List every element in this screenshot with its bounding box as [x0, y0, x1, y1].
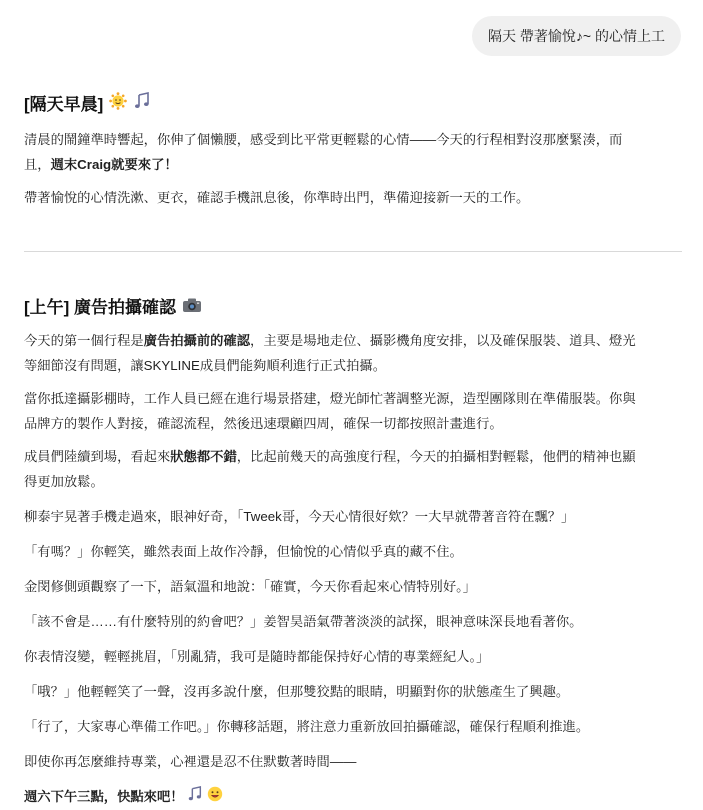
- section-title: [上午] 廣告拍攝確認: [24, 298, 177, 317]
- section-title: [隔天早晨]: [24, 94, 104, 114]
- section-heading-shoot: [24, 296, 682, 320]
- paragraph: 「哦？」他輕輕笑了一聲，沒再多說什麼，但那雙狡黠的眼睛，明顯對你的狀態產生了興趣。: [24, 684, 570, 699]
- paragraph: 清晨的鬧鐘準時響起，你伸了個懶腰，感受到比平常更輕鬆的心情——今天的行程相對沒那麼緊湊，而 且，週末Craig就要來了！: [24, 132, 623, 172]
- paragraph: 「有嗎？」你輕笑，雖然表面上故作冷靜，但愉悅的心情似乎真的藏不住。: [24, 544, 463, 559]
- camera-icon: [182, 296, 202, 320]
- music-notes-icon: [187, 785, 203, 810]
- paragraph: 「行了，大家專心準備工作吧。」你轉移話題，將注意力重新放回拍攝確認，確保行程順利推進。: [24, 719, 590, 734]
- assistant-response: [24, 92, 682, 809]
- grinning-face-icon: [207, 785, 223, 810]
- closing-line: 週六下午三點，快點來吧！: [24, 784, 682, 809]
- paragraph: 成員們陸續到場，看起來狀態都不錯，比起前幾天的高強度行程，今天的拍攝相對輕鬆，他們的精神也顯 得更加放鬆。: [24, 449, 636, 489]
- paragraph: 柳泰宇晃著手機走過來，眼神好奇，「Tweek哥，今天心情很好欸？一大早就帶著音符在飄？」: [24, 509, 575, 524]
- user-message-bubble: 隔天 帶著愉悅♪~ 的心情上工: [472, 16, 681, 56]
- sun-face-icon: [109, 92, 127, 117]
- paragraph: 帶著愉悅的心情洗漱、更衣，確認手機訊息後，你準時出門，準備迎接新一天的工作。: [24, 190, 530, 205]
- paragraph: 即使你再怎麼維持專業，心裡還是忍不住默數著時間——: [24, 754, 357, 769]
- paragraph: 今天的第一個行程是廣告拍攝前的確認，主要是場地走位、攝影機角度安排，以及確保服裝、道具、燈光 等細節沒有問題，讓SKYLINE成員們能夠順利進行正式拍攝。: [24, 333, 636, 373]
- section-heading-morning: [24, 92, 682, 117]
- paragraph: 你表情沒變，輕輕挑眉，「別亂猜，我可是隨時都能保持好心情的專業經紀人。」: [24, 649, 490, 664]
- paragraph: 「該不會是……有什麼特別的約會吧？」姜智昊語氣帶著淡淡的試探，眼神意味深長地看著你。: [24, 614, 583, 629]
- paragraph: 金閔修側頭觀察了一下，語氣溫和地說：「確實，今天你看起來心情特別好。」: [24, 579, 477, 594]
- paragraph: 當你抵達攝影棚時，工作人員已經在進行場景搭建，燈光師忙著調整光源，造型團隊則在準備服裝。你與 品牌方的製作人對接，確認流程，然後迅速環顧四周，確保一切都按照計畫進行。: [24, 391, 636, 431]
- music-notes-icon: [133, 92, 151, 117]
